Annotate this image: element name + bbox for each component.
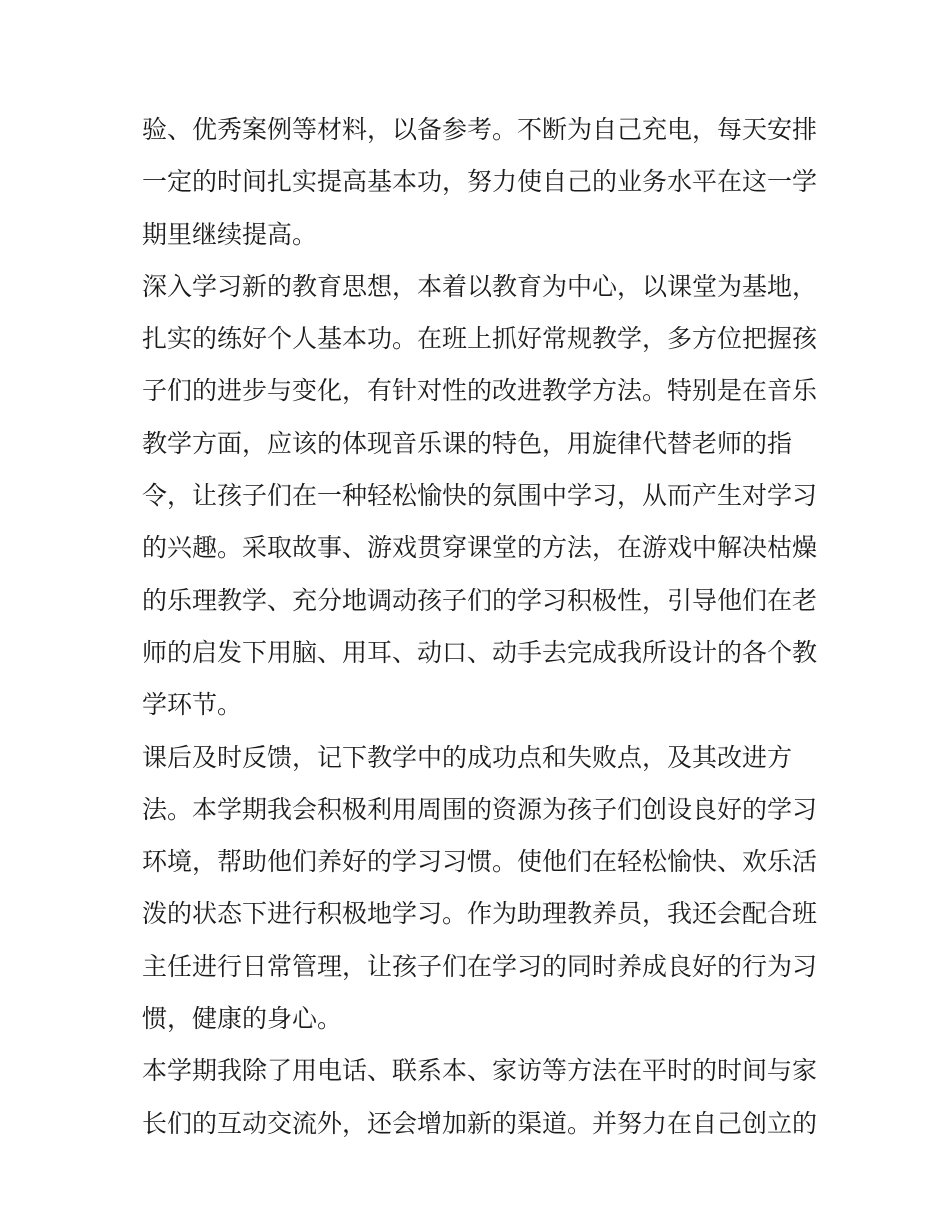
text-line: 教学方面，应该的体现音乐课的特色，用旋律代替老师的指 <box>142 428 793 458</box>
text-line: 一定的时间扎实提高基本功，努力使自己的业务水平在这一学 <box>142 167 818 197</box>
text-line: 长们的互动交流外，还会增加新的渠道。并努力在自己创立的 <box>142 1108 818 1138</box>
text-line: 学环节。 <box>142 690 243 720</box>
text-line: 验、优秀案例等材料，以备参考。不断为自己充电，每天安排 <box>142 115 818 144</box>
paragraph-3 <box>142 732 818 1046</box>
document-body <box>142 104 818 1150</box>
text-line: 子们的进步与变化，有针对性的改进教学方法。特别是在音乐 <box>142 376 818 406</box>
text-line: 师的启发下用脑、用耳、动口、动手去完成我所设计的各个教 <box>142 637 818 667</box>
paragraph-2 <box>142 261 818 732</box>
text-line: 本学期我除了用电话、联系本、家访等方法在平时的时间与家 <box>142 1056 818 1086</box>
text-line: 惯，健康的身心。 <box>142 1004 343 1034</box>
text-line: 法。本学期我会积极利用周围的资源为孩子们创设良好的学习 <box>142 794 818 824</box>
text-line: 期里继续提高。 <box>142 219 318 249</box>
paragraph-4 <box>142 1045 818 1150</box>
text-line: 深入学习新的教育思想，本着以教育为中心，以课堂为基地， <box>142 271 818 301</box>
text-line: 的乐理教学、充分地调动孩子们的学习积极性，引导他们在老 <box>142 585 818 615</box>
paragraph-1 <box>142 104 818 261</box>
text-line: 泼的状态下进行积极地学习。作为助理教养员，我还会配合班 <box>142 899 818 929</box>
text-line: 环境，帮助他们养好的学习习惯。使他们在轻松愉快、欢乐活 <box>142 847 818 877</box>
text-line: 扎实的练好个人基本功。在班上抓好常规教学，多方位把握孩 <box>142 324 818 354</box>
text-line: 主任进行日常管理，让孩子们在学习的同时养成良好的行为习 <box>142 951 818 981</box>
text-line: 的兴趣。采取故事、游戏贯穿课堂的方法，在游戏中解决枯燥 <box>142 533 818 563</box>
text-line: 令，让孩子们在一种轻松愉快的氛围中学习，从而产生对学习 <box>142 481 818 511</box>
text-line: 课后及时反馈，记下教学中的成功点和失败点，及其改进方 <box>142 742 793 772</box>
